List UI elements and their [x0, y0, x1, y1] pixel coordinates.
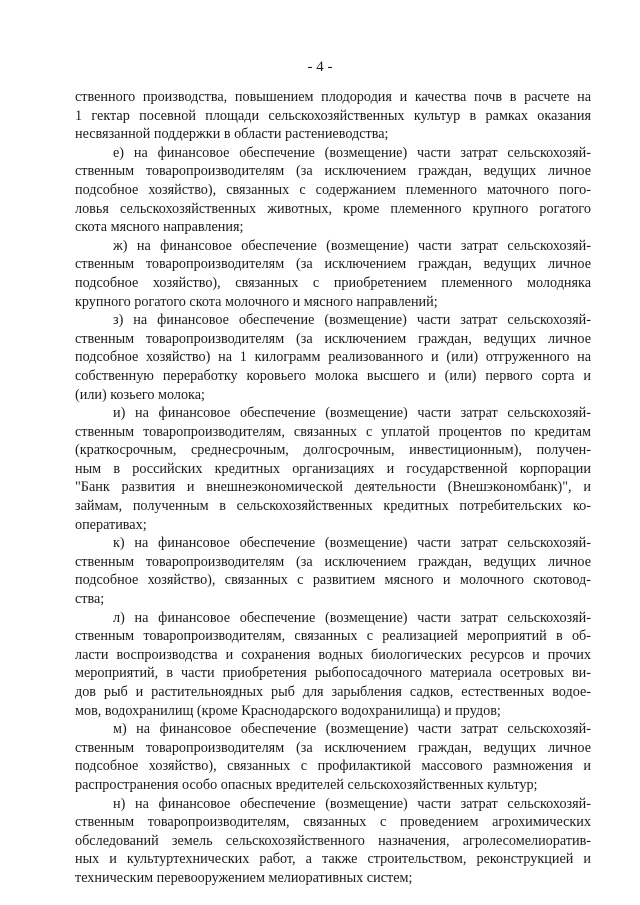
document-body — [75, 88, 591, 888]
text-line: несвязанной поддержки в области растениеводства; — [75, 126, 389, 143]
text-line: и) на финансовое обеспечение (возмещение) части затрат сельскохозяй- — [113, 405, 591, 422]
text-line: крупного рогатого скота молочного и мясного направлений; — [75, 293, 438, 310]
paragraph-zh — [75, 237, 591, 311]
text-line: ным в российских кредитных организациях и государственной корпорации — [75, 460, 591, 477]
text-line: з) на финансовое обеспечение (возмещение) части затрат сельскохозяй- — [113, 312, 591, 329]
text-line: м) на финансовое обеспечение (возмещение) части затрат сельскохозяй- — [113, 721, 591, 738]
text-line: ственным товаропроизводителям (за исключением граждан, ведущих личное — [75, 256, 591, 273]
page-number: - 4 - — [307, 59, 333, 75]
text-line: ственным товаропроизводителям, связанных с проведением агрохимических — [75, 814, 591, 831]
text-line: ственным товаропроизводителям (за исключением граждан, ведущих личное — [75, 330, 591, 347]
text-line: ства; — [75, 591, 105, 608]
text-line: ственным товаропроизводителям, связанных с реализацией мероприятий в об- — [75, 628, 591, 645]
text-line: ственным товаропроизводителям (за исключением граждан, ведущих личное — [75, 553, 591, 570]
text-line: подсобное хозяйство), связанных с приобретением племенного молодняка — [75, 274, 591, 291]
text-line: л) на финансовое обеспечение (возмещение) части затрат сельскохозяй- — [113, 609, 591, 626]
text-line: собственную переработку коровьего молока высшего и (или) первого сорта и — [75, 367, 591, 384]
text-line: техническим перевооружением мелиоративных систем; — [75, 869, 413, 886]
text-line: ственным товаропроизводителям (за исключением граждан, ведущих личное — [75, 739, 591, 756]
text-line: к) на финансовое обеспечение (возмещение) части затрат сельскохозяй- — [113, 535, 591, 552]
text-line: подсобное хозяйство), связанных с развитием мясного и молочного скотовод- — [75, 572, 591, 589]
text-line: ственного производства, повышением плодородия и качества почв в расчете на — [75, 89, 591, 105]
text-line: (или) козьего молока; — [75, 386, 205, 403]
text-line: н) на финансовое обеспечение (возмещение) части затрат сельскохозяй- — [113, 795, 591, 812]
text-line: ных и культуртехнических работ, а также строительством, реконструкцией и — [75, 851, 591, 868]
text-line: "Банк развития и внешнеэкономической деятельности (Внешэкономбанк)", и — [75, 479, 591, 496]
text-line: ственным товаропроизводителям (за исключением граждан, ведущих личное — [75, 163, 591, 180]
paragraph-m — [75, 720, 591, 794]
text-line: ственным товаропроизводителям, связанных с уплатой процентов по кредитам — [75, 423, 591, 440]
paragraph-cont — [75, 88, 591, 144]
text-line: (краткосрочным, среднесрочным, долгосрочным, инвестиционным), получен- — [75, 442, 591, 459]
text-line: ж) на финансовое обеспечение (возмещение) части затрат сельскохозяй- — [113, 237, 591, 254]
text-line: 1 гектар посевной площади сельскохозяйственных культур в рамках оказания — [75, 107, 591, 124]
paragraph-l — [75, 609, 591, 721]
text-line: мов, водохранилищ (кроме Краснодарского водохранилища) и прудов; — [75, 702, 501, 719]
paragraph-e — [75, 144, 591, 237]
text-line: подсобное хозяйство), связанных с профилактикой массового размножения и — [75, 758, 591, 775]
text-line: мероприятий, в части приобретения рыбопосадочного материала осетровых ви- — [75, 665, 591, 682]
paragraph-k — [75, 534, 591, 608]
paragraph-i — [75, 404, 591, 534]
text-line: подсобное хозяйство), связанных с содержанием племенного маточного пого- — [75, 181, 591, 198]
text-line: дов рыб и растительноядных рыб для зарыбления садков, естественных водое- — [75, 684, 591, 700]
text-line: подсобное хозяйство) на 1 килограмм реализованного и (или) отгруженного на — [75, 349, 591, 366]
paragraph-n — [75, 795, 591, 888]
text-line: скота мясного направления; — [75, 219, 244, 236]
text-line: ловья сельскохозяйственных животных, кроме племенного крупного рогатого — [75, 200, 591, 217]
text-line: ласти воспроизводства и сохранения водных биологических ресурсов и прочих — [75, 646, 591, 663]
text-line: распространения особо опасных вредителей сельскохозяйственных культур; — [75, 776, 538, 793]
text-line: обследований земель сельскохозяйственного назначения, агролесомелиоратив- — [75, 832, 591, 849]
text-line: займам, полученным в сельскохозяйственных кредитных потребительских ко- — [75, 498, 591, 515]
text-line: е) на финансовое обеспечение (возмещение) части затрат сельскохозяй- — [113, 144, 591, 161]
text-line: оперативах; — [75, 516, 147, 533]
paragraph-z — [75, 311, 591, 404]
